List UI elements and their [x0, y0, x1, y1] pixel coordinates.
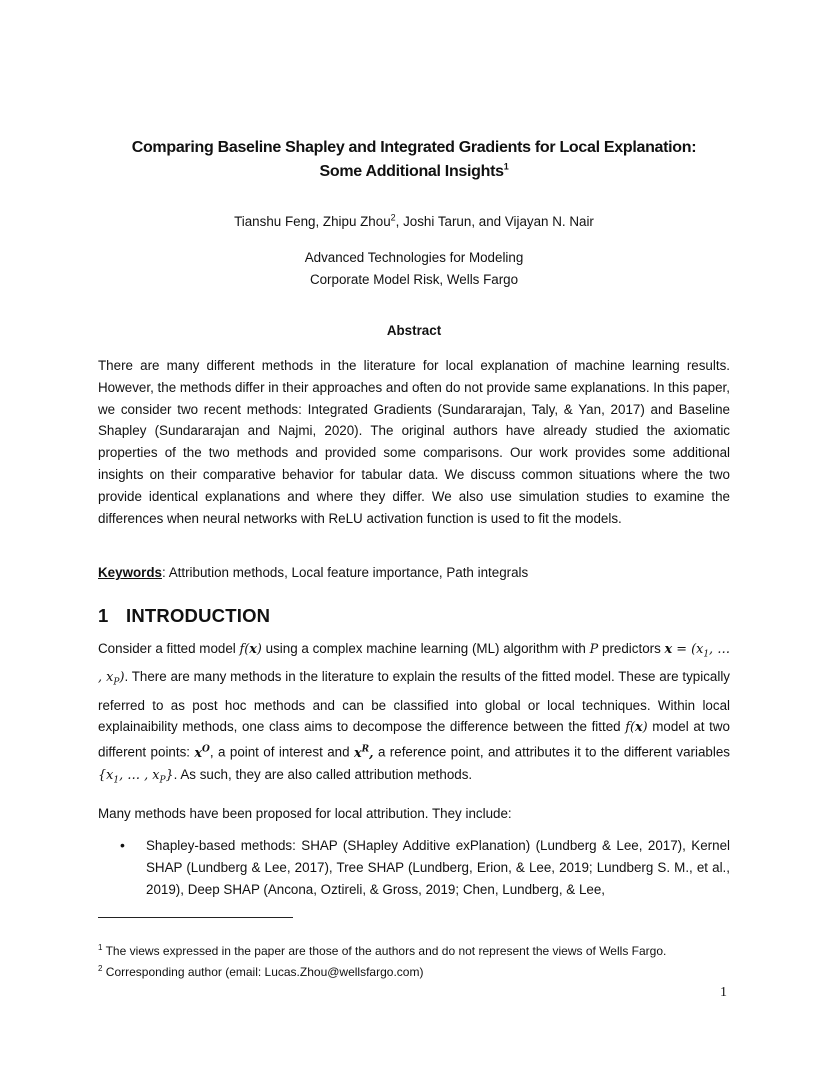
- math-x-reference: $x^R$,: [353, 744, 374, 761]
- intro-paragraph: [98, 638, 730, 793]
- affiliation-line-2: Corporate Model Risk, Wells Fargo: [309, 272, 519, 287]
- bullet-text: Shapley-based methods: SHAP (SHapley Additive exPlanation) (Lundberg & Lee, 2017), Kernel SHAP (Lundberg & Lee, 2017), Tree SHAP (Lundberg, Erion, & Lee, 2019; Lundberg S. M., et al., 2019), Deep SHAP (Ancona, Oztireli, & Gross, 2019; Chen, Lundberg, & Lee,: [146, 838, 730, 897]
- keywords: [98, 562, 730, 584]
- footnote-1-mark: 1: [98, 943, 103, 952]
- footnotes: [98, 939, 738, 981]
- math-x-vector: $x = (x_1$, … , $x_P$): [98, 642, 731, 688]
- keywords-text: : Attribution methods, Local feature importance, Path integrals: [162, 565, 529, 580]
- corresponding-author-mark: 2: [390, 212, 396, 223]
- math-fx: f(x): [625, 720, 648, 736]
- abstract-text: There are many different methods in the literature for local explanation of machine learning results. However, the methods differ in their approaches and often do not provide same explanations. In this paper, we consider two recent methods: Integrated Gradients (Sundararajan, Taly, & Yan, 2017) and Baseline Shapley (Sundararajan and Najmi, 2020). The original authors have already studied the axiomatic properties of the two methods and provided some comparisons. Our work provides some additional insights on their comparative behavior for tabular data. We discuss common situations where the two provide identical explanations and where they differ. We also use simulation studies to examine the differences when neural networks with ReLU activation function is used to fit the models.: [98, 358, 730, 526]
- intro-text: model at two different points:: [98, 719, 730, 760]
- methods-intro-text: Many methods have been proposed for local attribution. They include:: [98, 806, 512, 821]
- intro-text: . There are many methods in the literature to explain the results of the fitted model. These are typically referred to as post hoc methods and can be classified into global or local techniques. Within local explainaibility methods, one class aims to decompose the difference between the fitted: [98, 669, 730, 735]
- section-number: 1: [98, 605, 109, 626]
- abstract-heading: Abstract: [386, 323, 442, 338]
- author-list: [98, 214, 730, 229]
- section-title: INTRODUCTION: [126, 605, 271, 626]
- title-footnote-mark: 1: [503, 161, 509, 172]
- intro-text: Consider a fitted model: [98, 641, 240, 656]
- intro-text: predictors: [598, 641, 665, 656]
- footnote-2: [98, 960, 738, 981]
- authors-part-1: Tianshu Feng, Zhipu Zhou: [234, 214, 391, 229]
- math-variable-set: {$x_1$, … , $x_P$}: [98, 768, 174, 786]
- intro-text: a reference point, and attributes it to the different variables: [373, 744, 730, 760]
- affiliation: [98, 247, 730, 291]
- title-line-2: Some Additional Insights: [319, 163, 504, 180]
- math-P: P: [589, 642, 599, 657]
- footnote-divider: [98, 917, 293, 918]
- footnote-1-text: The views expressed in the paper are those of the authors and do not represent the views of Wells Fargo.: [102, 944, 667, 958]
- section-heading: [98, 605, 270, 627]
- affiliation-line-1: Advanced Technologies for Modeling: [304, 250, 524, 265]
- intro-text: . As such, they are also called attribution methods.: [173, 767, 473, 783]
- page-number: 1: [720, 985, 727, 1000]
- title-line-1: Comparing Baseline Shapley and Integrated Gradients for Local Explanation:: [131, 139, 697, 156]
- intro-text: using a complex machine learning (ML) algorithm with: [261, 641, 590, 656]
- paper-title: [98, 136, 730, 184]
- authors-part-2: , Joshi Tarun, and Vijayan N. Nair: [395, 214, 594, 229]
- intro-text: , a point of interest and: [209, 744, 354, 760]
- footnote-1: [98, 939, 738, 960]
- bullet-icon: •: [120, 837, 125, 853]
- footnote-2-text: Corresponding author (email: Lucas.Zhou@wellsfargo.com): [102, 965, 424, 979]
- math-x-origin: $x^O$: [194, 744, 210, 761]
- math-fx: f(x): [239, 642, 262, 657]
- footnote-2-mark: 2: [98, 964, 103, 973]
- keywords-label: Keywords: [98, 565, 162, 580]
